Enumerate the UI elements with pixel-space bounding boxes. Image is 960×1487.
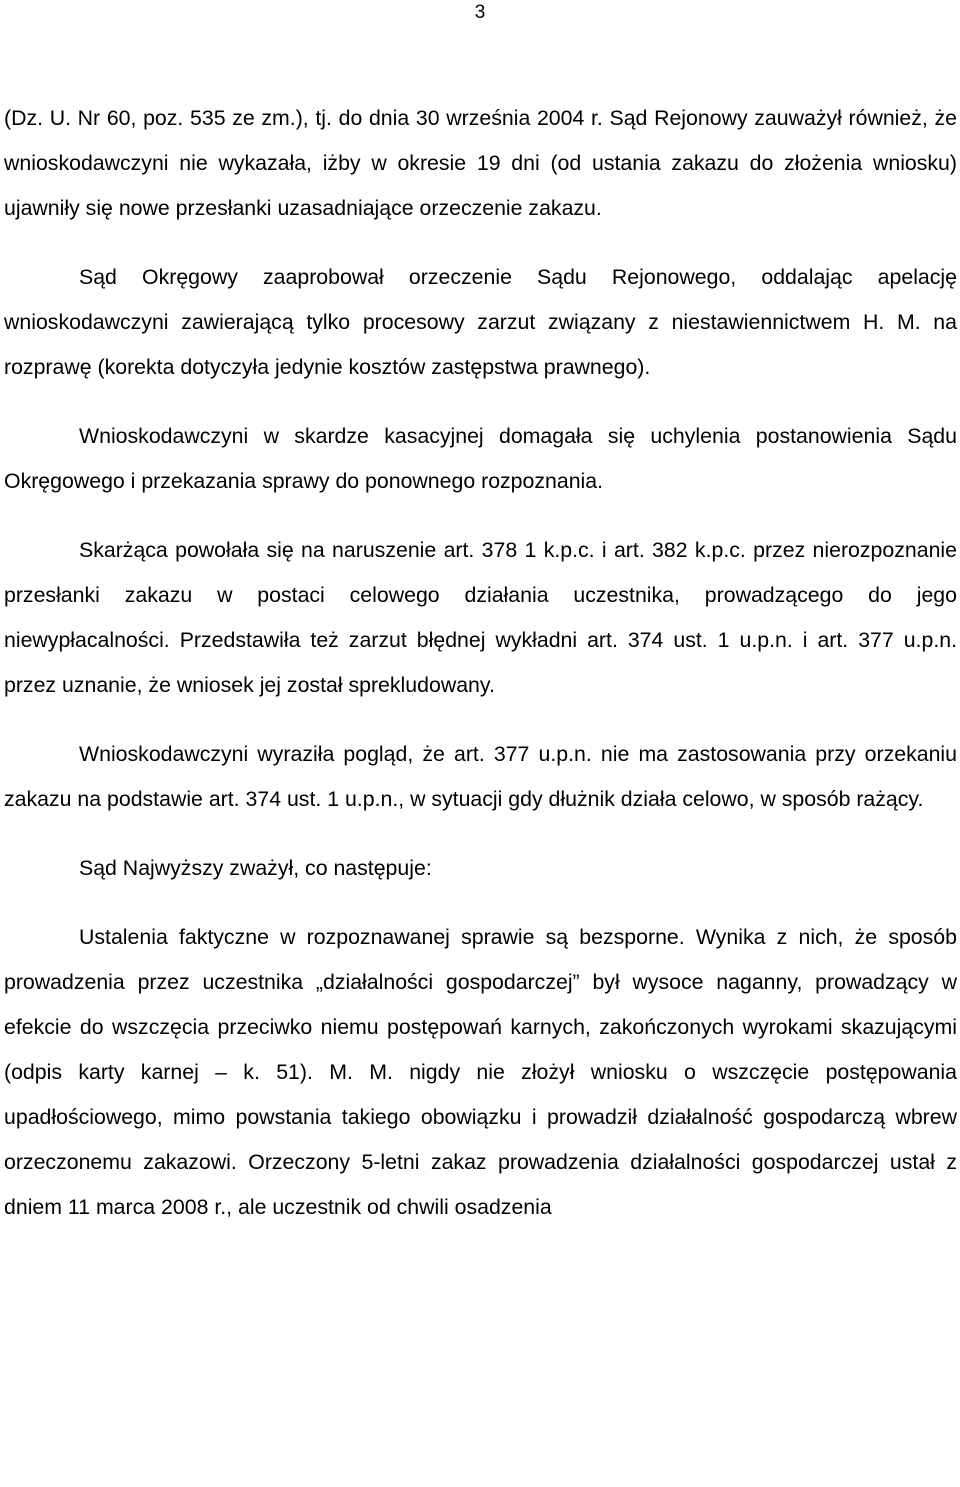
paragraph-grounds-of-appeal: Skarżąca powołała się na naruszenie art. 378 1 k.p.c. i art. 382 k.p.c. przez nierozpoznanie przesłanki zakazu w postaci celowego działania uczestnika, prowadzącego do jego niewypłacalności. Przedstawiła też zarzut błędnej wykładni art. 374 ust. 1 u.p.n. i art. 377 u.p.n. przez uznanie, że wniosek jej został sprekludowany. [4,538,957,697]
paragraph-supreme-court-heading: Sąd Najwyższy zważył, co następuje: [79,856,432,880]
paragraph-applicant-view: Wnioskodawczyni wyraziła pogląd, że art. 377 u.p.n. nie ma zastosowania przy orzekaniu zakazu na podstawie art. 374 ust. 1 u.p.n., w sytuacji gdy dłużnik działa celowo, w sposób rażący. [4,742,957,811]
document-body [4,96,957,1254]
paragraph-regional-court: Sąd Okręgowy zaaprobował orzeczenie Sądu Rejonowego, oddalając apelację wnioskodawczyni zawierającą tylko procesowy zarzut związany z niestawiennictwem H. M. na rozprawę (korekta dotyczyła jedynie kosztów zastępstwa prawnego). [4,265,957,379]
page-number: 3 [474,2,486,23]
paragraph-factual-findings: Ustalenia faktyczne w rozpoznawanej sprawie są bezsporne. Wynika z nich, że sposób prowadzenia przez uczestnika „działalności gospodarczej” był wysoce naganny, prowadzący w efekcie do wszczęcia przeciwko niemu postępowań karnych, zakończonych wyrokami skazującymi (odpis karty karnej – k. 51). M. M. nigdy nie złożył wniosku o wszczęcie postępowania upadłościowego, mimo powstania takiego obowiązku i prowadził działalność gospodarczą wbrew orzeczonemu zakazowi. Orzeczony 5-letni zakaz prowadzenia działalności gospodarczej ustał z dniem 11 marca 2008 r., ale uczestnik od chwili osadzenia [4,925,957,1219]
paragraph-continuation: (Dz. U. Nr 60, poz. 535 ze zm.), tj. do dnia 30 września 2004 r. Sąd Rejonowy zauważył również, że wnioskodawczyni nie wykazała, iżby w okresie 19 dni (od ustania zakazu do złożenia wniosku) ujawniły się nowe przesłanki uzasadniające orzeczenie zakazu. [4,106,957,220]
paragraph-cassation-appeal: Wnioskodawczyni w skardze kasacyjnej domagała się uchylenia postanowienia Sądu Okręgowego i przekazania sprawy do ponownego rozpoznania. [4,424,957,493]
